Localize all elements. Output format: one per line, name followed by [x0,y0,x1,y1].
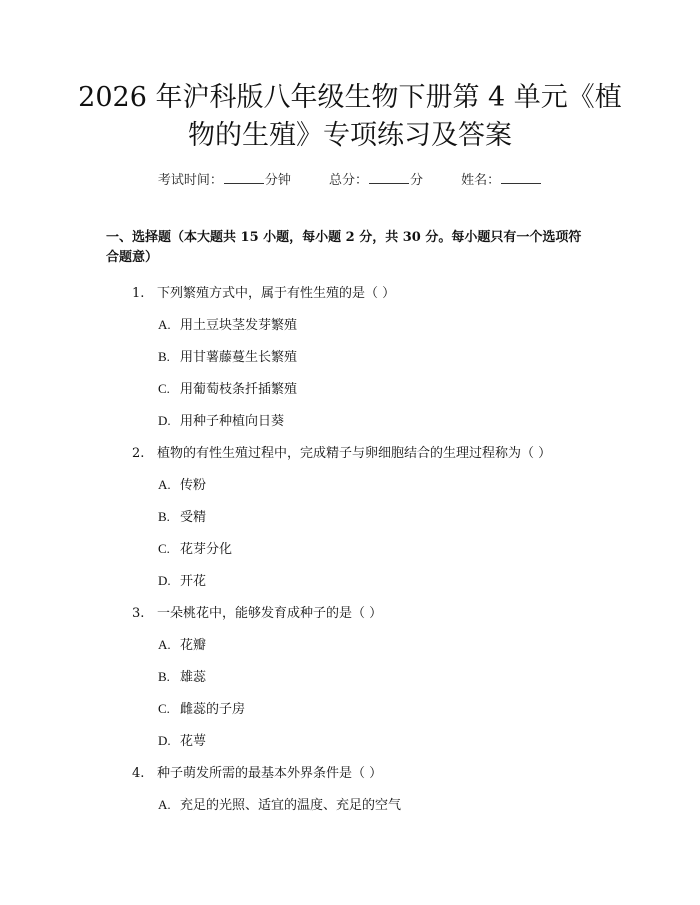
exam-time-label: 考试时间： [157,173,223,188]
question-2-option-b[interactable] [158,506,206,525]
option-letter: C. [158,701,170,716]
exam-time-blank[interactable] [224,171,264,184]
question-3-option-c[interactable] [158,698,245,717]
document-title-line-1: 2026 年沪科版八年级生物下册第 4 单元《植 [78,82,622,113]
section-heading-line-2: 合题意） [106,250,159,265]
question-number: 4. [132,766,145,781]
question-number: 1. [132,286,145,301]
exam-score [329,173,427,188]
section-heading-line-1: 一、选择题（本大题共 15 小题，每小题 2 分，共 30 分。每小题只有一个选项符 [106,230,582,245]
question-2 [132,442,551,461]
question-3 [132,602,382,621]
option-text: 充足的光照、适宜的温度、充足的空气 [180,798,402,813]
question-text: 一朵桃花中，能够发育成种子的是（ ） [157,606,383,621]
exam-score-unit: 分 [410,173,424,188]
option-letter: B. [158,349,170,364]
option-text: 传粉 [180,478,207,493]
exam-name-blank[interactable] [501,171,541,184]
exam-time-unit: 分钟 [264,173,291,188]
option-text: 雄蕊 [180,670,207,685]
option-letter: C. [158,381,170,396]
option-text: 花萼 [180,734,207,749]
exam-score-blank[interactable] [369,171,409,184]
exam-meta [0,169,700,188]
question-3-option-b[interactable] [158,666,206,685]
option-text: 花芽分化 [180,542,233,557]
option-letter: B. [158,509,170,524]
option-letter: A. [158,797,171,812]
question-3-option-a[interactable] [158,634,206,653]
exam-name [461,173,542,188]
question-1 [132,282,395,301]
question-2-option-c[interactable] [158,538,232,557]
question-2-option-a[interactable] [158,474,206,493]
option-letter: C. [158,541,170,556]
option-text: 用葡萄枝条扦插繁殖 [180,382,298,397]
document-title-line-2: 物的生殖》专项练习及答案 [188,120,512,151]
option-letter: A. [158,477,171,492]
option-letter: A. [158,317,171,332]
option-text: 用甘薯藤蔓生长繁殖 [180,350,298,365]
option-letter: D. [158,573,171,588]
question-1-option-a[interactable] [158,314,297,333]
question-text: 下列繁殖方式中，属于有性生殖的是（ ） [157,286,396,301]
question-text: 种子萌发所需的最基本外界条件是（ ） [157,766,383,781]
question-1-option-d[interactable] [158,410,284,429]
question-number: 3. [132,606,145,621]
option-letter: D. [158,733,171,748]
question-1-option-b[interactable] [158,346,297,365]
question-4 [132,762,382,781]
option-text: 开花 [180,574,207,589]
option-text: 雌蕊的子房 [180,702,246,717]
option-letter: B. [158,669,170,684]
question-1-option-c[interactable] [158,378,297,397]
option-letter: D. [158,413,171,428]
exam-name-label: 姓名： [461,173,501,188]
question-number: 2. [132,446,145,461]
question-2-option-d[interactable] [158,570,206,589]
question-3-option-d[interactable] [158,730,206,749]
option-text: 用土豆块茎发芽繁殖 [180,318,298,333]
option-text: 花瓣 [180,638,207,653]
exam-time [158,173,295,188]
question-4-option-a[interactable] [158,794,401,813]
option-text: 用种子种植向日葵 [180,414,285,429]
option-text: 受精 [180,510,207,525]
option-letter: A. [158,637,171,652]
exam-score-label: 总分： [328,173,368,188]
question-text: 植物的有性生殖过程中，完成精子与卵细胞结合的生理过程称为（ ） [157,446,552,461]
